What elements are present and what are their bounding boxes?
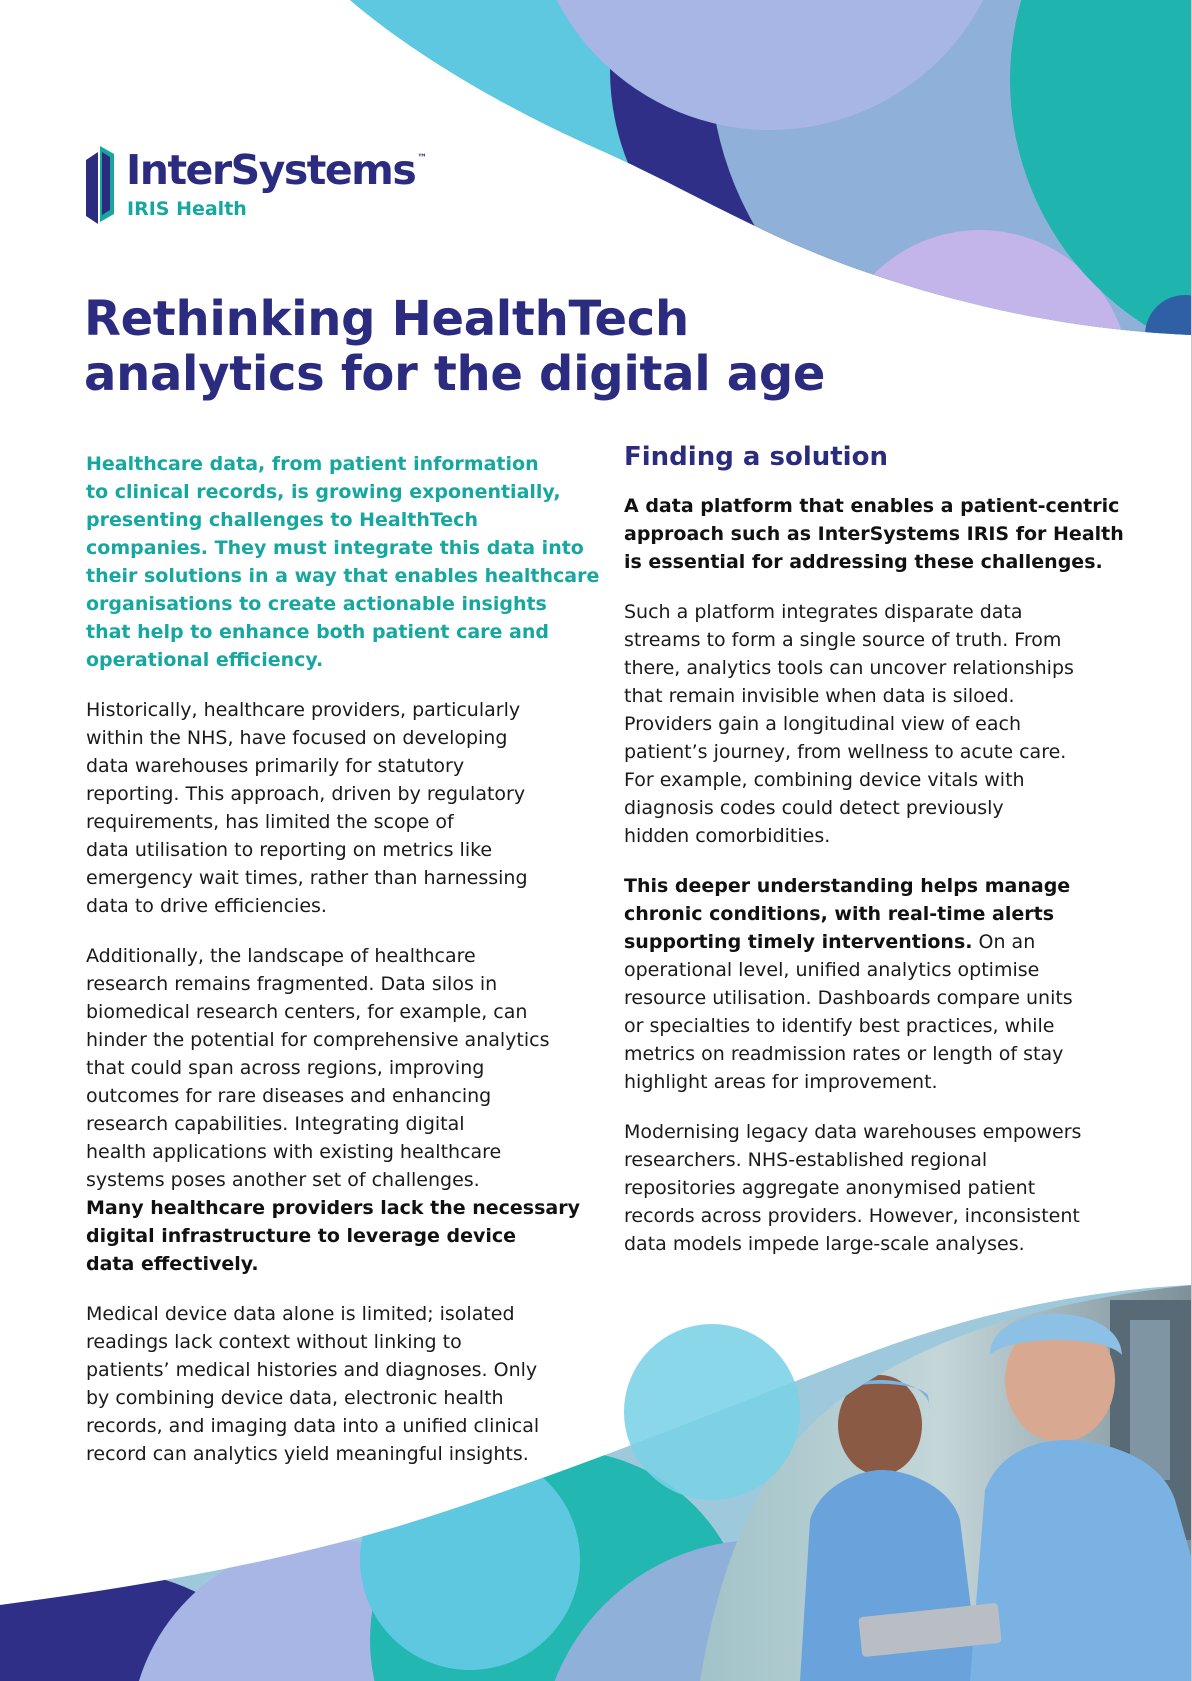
text-line: or specialties to identify best practices, while <box>624 1015 1055 1037</box>
text-line: emergency wait times, rather than harnessing <box>86 867 528 889</box>
bold-text-line: This deeper understanding helps manage <box>624 875 1071 897</box>
text-line: reporting. This approach, driven by regulatory <box>86 783 526 805</box>
text-line: research capabilities. Integrating digital <box>86 1113 465 1135</box>
text-line: presenting challenges to HealthTech <box>86 509 478 531</box>
body-paragraph <box>624 872 1104 1096</box>
text-line: Historically, healthcare providers, particularly <box>86 699 521 721</box>
text-line: record can analytics yield meaningful insights. <box>86 1443 529 1465</box>
text-line: Medical device data alone is limited; isolated <box>86 1303 515 1325</box>
text-line: organisations to create actionable insights <box>86 593 547 615</box>
text-line: Providers gain a longitudinal view of each <box>624 713 1021 735</box>
text-line: data models impede large-scale analyses. <box>624 1233 1025 1255</box>
text-line: hinder the potential for comprehensive analytics <box>86 1029 550 1051</box>
text-span: On an <box>972 931 1036 953</box>
text-line: operational efficiency. <box>86 649 324 671</box>
text-line: operational level, unified analytics optimise <box>624 959 1040 981</box>
bold-text-line: chronic conditions, with real-time alerts <box>624 903 1055 925</box>
intersystems-logo-mark-icon <box>84 146 116 226</box>
text-line: that could span across regions, improving <box>86 1057 485 1079</box>
body-paragraph <box>86 1300 576 1468</box>
text-line: requirements, has limited the scope of <box>86 811 454 833</box>
body-paragraph <box>86 696 576 920</box>
intersystems-logo <box>84 144 428 228</box>
text-line: streams to form a single source of truth. From <box>624 629 1062 651</box>
text-line: highlight areas for improvement. <box>624 1071 938 1093</box>
text-line: Such a platform integrates disparate data <box>624 601 1023 623</box>
text-line: resource utilisation. Dashboards compare units <box>624 987 1073 1009</box>
brand-name <box>126 146 428 194</box>
text-line: Modernising legacy data warehouses empowers <box>624 1121 1082 1143</box>
text-line: outcomes for rare diseases and enhancing <box>86 1085 492 1107</box>
text-line: For example, combining device vitals with <box>624 769 1025 791</box>
text-line: metrics on readmission rates or length of stay <box>624 1043 1064 1065</box>
text-line: biomedical research centers, for example, can <box>86 1001 528 1023</box>
bold-intro-paragraph <box>624 492 1124 576</box>
text-line: patient’s journey, from wellness to acute care. <box>624 741 1067 763</box>
text-line: data to drive efficiencies. <box>86 895 327 917</box>
text-line: health applications with existing healthcare <box>86 1141 502 1163</box>
text-line: data utilisation to reporting on metrics like <box>86 839 493 861</box>
intro-paragraph <box>86 450 600 674</box>
bold-text-line: is essential for addressing these challenges. <box>624 551 1103 573</box>
text-line: to clinical records, is growing exponentially, <box>86 481 561 503</box>
bold-text-line: approach such as InterSystems IRIS for Health <box>624 523 1124 545</box>
text-line: that remain invisible when data is siloed. <box>624 685 1015 707</box>
text-line: patients’ medical histories and diagnoses. Only <box>86 1359 538 1381</box>
headline-line: analytics for the digital age <box>84 346 826 402</box>
text-line: diagnosis codes could detect previously <box>624 797 1004 819</box>
text-line: repositories aggregate anonymised patient <box>624 1177 1036 1199</box>
brand-name-text: InterSystems <box>126 146 416 194</box>
text-line: within the NHS, have focused on developing <box>86 727 508 749</box>
body-paragraph <box>624 1118 1104 1258</box>
bold-text-line: data effectively. <box>86 1253 259 1275</box>
text-line: records, and imaging data into a unified clinical <box>86 1415 540 1437</box>
text-line: research remains fragmented. Data silos in <box>86 973 498 995</box>
headline-line: Rethinking HealthTech <box>84 291 689 347</box>
product-name: IRIS Health <box>127 198 247 220</box>
bold-text-line: digital infrastructure to leverage device <box>86 1225 517 1247</box>
text-line: Healthcare data, from patient information <box>86 453 539 475</box>
section-heading: Finding a solution <box>624 442 888 472</box>
text-line: companies. They must integrate this data into <box>86 537 584 559</box>
mixed-text-line <box>624 928 1104 956</box>
body-paragraph <box>86 942 580 1278</box>
text-line: records across providers. However, inconsistent <box>624 1205 1080 1227</box>
page-headline <box>84 292 844 402</box>
trademark-symbol: ™ <box>417 153 428 164</box>
text-line: readings lack context without linking to <box>86 1331 462 1353</box>
bold-text-line: Many healthcare providers lack the necessary <box>86 1197 580 1219</box>
text-line: Additionally, the landscape of healthcare <box>86 945 476 967</box>
text-line: hidden comorbidities. <box>624 825 831 847</box>
text-line: researchers. NHS-established regional <box>624 1149 988 1171</box>
left-column <box>86 450 600 1490</box>
body-paragraph <box>624 598 1104 850</box>
bold-text-span: supporting timely interventions. <box>624 931 973 953</box>
bold-text-line: A data platform that enables a patient-centric <box>624 495 1120 517</box>
text-line: by combining device data, electronic health <box>86 1387 504 1409</box>
text-line: that help to enhance both patient care and <box>86 621 549 643</box>
text-line: their solutions in a way that enables healthcare <box>86 565 600 587</box>
text-line: systems poses another set of challenges. <box>86 1169 480 1191</box>
text-line: data warehouses primarily for statutory <box>86 755 465 777</box>
text-line: there, analytics tools can uncover relationships <box>624 657 1074 679</box>
right-column <box>624 442 1124 1280</box>
